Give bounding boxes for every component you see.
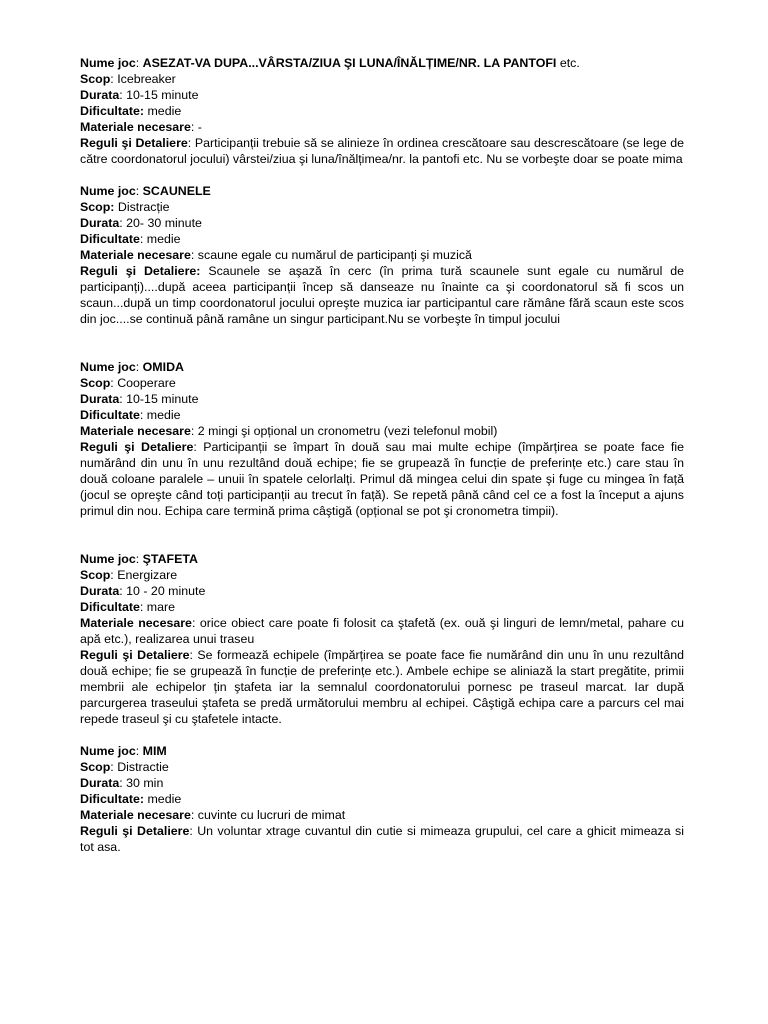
duration-label: Durata [80, 88, 120, 102]
rules-value: Participanții trebuie să se alinieze în ordinea crescătoare sau descrescătoare (se lege de către coordonatorul jocului) vârstei/ziua şi luna/înălțimea/nr. la pantofi etc. Nu se vorbeşte doar se poate mima [80, 136, 684, 166]
rules-value: Participanții se împart în două sau mai multe echipe (împărțirea se poate face fie numărând din unu în unu rezultând două echipe; fie se grupează în funcție de preferințe etc.) care stau în două coloane paralele – unuii în spatele celorlalți. Primul dă mingea celui din spate şi fuge cu mingea în față (jocul se opreşte când toți participanții au trecut în față). Se repetă până când cel ce a fost la început a ajuns primul din nou. Echipa care termină prima câştigă (opțional se pot şi cronometra timpii). [80, 440, 684, 518]
game-name-row: Nume joc: SCAUNELE [80, 184, 211, 198]
duration-value: 30 min [126, 776, 164, 790]
duration-label: Durata [80, 584, 120, 598]
rules-row: Reguli şi Detaliere: Un voluntar xtrage cuvantul din cutie si mimeaza grupului, cel care a ghicit mimeaza si tot asa. [80, 824, 684, 854]
difficulty-row [80, 103, 684, 119]
rules-row: Reguli şi Detaliere: Participanții trebuie să se alinieze în ordinea crescătoare sau descrescătoare (se lege de către coordonatorul jocului) vârstei/ziua şi luna/înălțimea/nr. la pantofi etc. Nu se vorbeşte doar se poate mima [80, 136, 684, 166]
duration-label: Durata [80, 776, 120, 790]
difficulty-label: Dificultate [80, 408, 140, 422]
duration-row: Durata: 10-15 minute [80, 88, 199, 102]
name-label: Nume joc [80, 552, 136, 566]
duration-value: 10-15 minute [126, 392, 199, 406]
rules-value: Un voluntar xtrage cuvantul din cutie si mimeaza grupului, cel care a ghicit mimeaza si tot asa. [80, 824, 684, 854]
game-title: MIM [142, 744, 167, 758]
materials-row: Materiale necesare: cuvinte cu lucruri de mimat [80, 808, 346, 822]
game-entry-scaunele [80, 183, 684, 327]
difficulty-row: Dificultate: mare [80, 600, 176, 614]
purpose-value: Distractie [117, 760, 169, 774]
difficulty-label: Dificultate [80, 600, 140, 614]
materials-row: Materiale necesare: scaune egale cu numărul de participanți şi muzică [80, 248, 472, 262]
purpose-label: Scop [80, 200, 111, 214]
document-page [80, 55, 684, 855]
materials-value: 2 mingi şi opțional un cronometru (vezi telefonul mobil) [197, 424, 498, 438]
materials-label: Materiale necesare [80, 424, 191, 438]
difficulty-label: Dificultate [80, 232, 140, 246]
game-title: ASEZAT-VA DUPA...VÂRSTA/ZIUA ŞI LUNA/ÎNĂLȚIME/NR. LA PANTOFI [142, 56, 557, 70]
materials-label: Materiale necesare [80, 248, 191, 262]
rules-value: Se formează echipele (împărțirea se poate face fie numărând din unu în unu rezultând două echipe; fie se grupează în funcție de preferințe etc.). Ambele echipe se aliniază la start pregătite, primii membrii ale echipelor țin ştafeta iar la semnalul coordonatorului pornesc pe traseul marcat. Iar după parcurgerea traseului ştafeta se predă următorului membru al echipei. Câştigă echipa care a parcurs cel mai repede traseul şi cu ştafetele intacte. [80, 648, 685, 726]
rules-label: Reguli şi Detaliere [80, 264, 197, 278]
game-name-row: Nume joc: MIM [80, 744, 167, 758]
game-entry-asezati-va [80, 55, 684, 167]
purpose-row: Scop: Icebreaker [80, 72, 176, 86]
rules-label: Reguli şi Detaliere [80, 648, 190, 662]
rules-row: Reguli şi Detaliere: Participanții se împart în două sau mai multe echipe (împărțirea se poate face fie numărând din unu în unu rezultând două echipe; fie se grupează în funcție de preferințe etc.) care stau în două coloane paralele – unuii în spatele celorlalți. Primul dă mingea celui din spate şi fuge cu mingea în față (jocul se opreşte când toți participanții au trecut în față). Se repetă până când cel ce a fost la început a ajuns primul din nou. Echipa care termină prima câştigă (opțional se pot şi cronometra timpii). [80, 440, 684, 518]
game-entry-omida [80, 359, 684, 519]
difficulty-value: medie [147, 104, 182, 118]
game-name-row: Nume joc: OMIDA [80, 360, 184, 374]
purpose-value: Distracție [117, 200, 170, 214]
purpose-row: Scop: Distractie [80, 760, 169, 774]
duration-row: Durata: 10-15 minute [80, 392, 199, 406]
duration-value: 20- 30 minute [126, 216, 202, 230]
purpose-row: Scop: Cooperare [80, 376, 176, 390]
difficulty-row: Dificultate: medie [80, 408, 181, 422]
difficulty-row: Dificultate: medie [80, 232, 181, 246]
purpose-label: Scop [80, 568, 111, 582]
game-entry-mim [80, 743, 684, 855]
duration-label: Durata [80, 392, 120, 406]
difficulty-value: medie [147, 792, 182, 806]
materials-value: - [197, 120, 202, 134]
game-name-row: Nume joc: ASEZAT-VA DUPA...VÂRSTA/ZIUA ŞI LUNA/ÎNĂLȚIME/NR. LA PANTOFI etc. [80, 56, 580, 70]
rules-label: Reguli şi Detaliere [80, 136, 188, 150]
materials-row: Materiale necesare: - [80, 120, 202, 134]
purpose-label: Scop [80, 760, 111, 774]
rules-row: Reguli şi Detaliere: Scaunele se aşază în cerc (în prima tură scaunele sunt egale cu numărul de participanți)....după aceea participanții încep să danseaze nu înainte ca şi coordonatorul să fi scos un scaun...după un timp coordonatorul jocului opreşte muzica iar participantul care rămâne fără scaun este scos din joc....se continuă până ramâne un singur participant.Nu se vorbeşte în timpul jocului [80, 264, 684, 326]
purpose-label: Scop [80, 376, 111, 390]
rules-row: Reguli şi Detaliere: Se formează echipele (împărțirea se poate face fie numărând din unu în unu rezultând două echipe; fie se grupează în funcție de preferințe etc.). Ambele echipe se aliniază la start pregătite, primii membrii ale echipelor țin ştafeta iar la semnalul coordonatorului pornesc pe traseul marcat. Iar după parcurgerea traseului ştafeta se predă următorului membru al echipei. Câştigă echipa care a parcurs cel mai repede traseul şi cu ştafetele intacte. [80, 648, 685, 726]
name-label: Nume joc [80, 56, 136, 70]
game-title: SCAUNELE [142, 184, 211, 198]
duration-value: 10-15 minute [126, 88, 199, 102]
rules-value: Scaunele se aşază în cerc (în prima tură scaunele sunt egale cu numărul de participanți)....după aceea participanții încep să danseaze nu înainte ca şi coordonatorul să fi scos un scaun...după un timp coordonatorul jocului opreşte muzica iar participantul care rămâne fără scaun este scos din joc....se continuă până ramâne un singur participant.Nu se vorbeşte în timpul jocului [80, 264, 684, 326]
game-title-suffix: etc. [556, 56, 580, 70]
materials-label: Materiale necesare [80, 808, 191, 822]
purpose-value: Energizare [117, 568, 178, 582]
difficulty-label: Dificultate: [80, 792, 145, 806]
purpose-value: Cooperare [117, 376, 176, 390]
duration-row: Durata: 20- 30 minute [80, 216, 202, 230]
purpose-label: Scop [80, 72, 111, 86]
materials-value: orice obiect care poate fi folosit ca ştafetă (ex. ouă şi linguri de lemn/metal, pahare cu apă etc.), realizarea unui traseu [80, 616, 684, 646]
difficulty-value: mare [146, 600, 176, 614]
purpose-row: Scop: Distracție [80, 200, 170, 214]
rules-label: Reguli şi Detaliere [80, 440, 194, 454]
rules-label: Reguli şi Detaliere [80, 824, 190, 838]
game-title: OMIDA [142, 360, 184, 374]
difficulty-value: medie [146, 408, 181, 422]
materials-row: Materiale necesare: 2 mingi şi opțional un cronometru (vezi telefonul mobil) [80, 424, 498, 438]
game-entry-stafeta [80, 551, 684, 727]
duration-value: 10 - 20 minute [126, 584, 206, 598]
purpose-value: Icebreaker [117, 72, 176, 86]
game-title: ŞTAFETA [142, 552, 198, 566]
purpose-row: Scop: Energizare [80, 568, 178, 582]
materials-row: Materiale necesare: orice obiect care poate fi folosit ca ştafetă (ex. ouă şi linguri de lemn/metal, pahare cu apă etc.), realizarea unui traseu [80, 616, 684, 646]
difficulty-label: Dificultate: [80, 104, 145, 118]
materials-value: scaune egale cu numărul de participanți şi muzică [197, 248, 472, 262]
difficulty-row [80, 791, 684, 807]
duration-row: Durata: 10 - 20 minute [80, 584, 206, 598]
duration-row: Durata: 30 min [80, 776, 164, 790]
name-label: Nume joc [80, 184, 136, 198]
game-name-row: Nume joc: ŞTAFETA [80, 552, 198, 566]
materials-label: Materiale necesare [80, 120, 191, 134]
duration-label: Durata [80, 216, 120, 230]
name-label: Nume joc [80, 744, 136, 758]
difficulty-value: medie [146, 232, 181, 246]
materials-label: Materiale necesare [80, 616, 192, 630]
name-label: Nume joc [80, 360, 136, 374]
materials-value: cuvinte cu lucruri de mimat [197, 808, 346, 822]
